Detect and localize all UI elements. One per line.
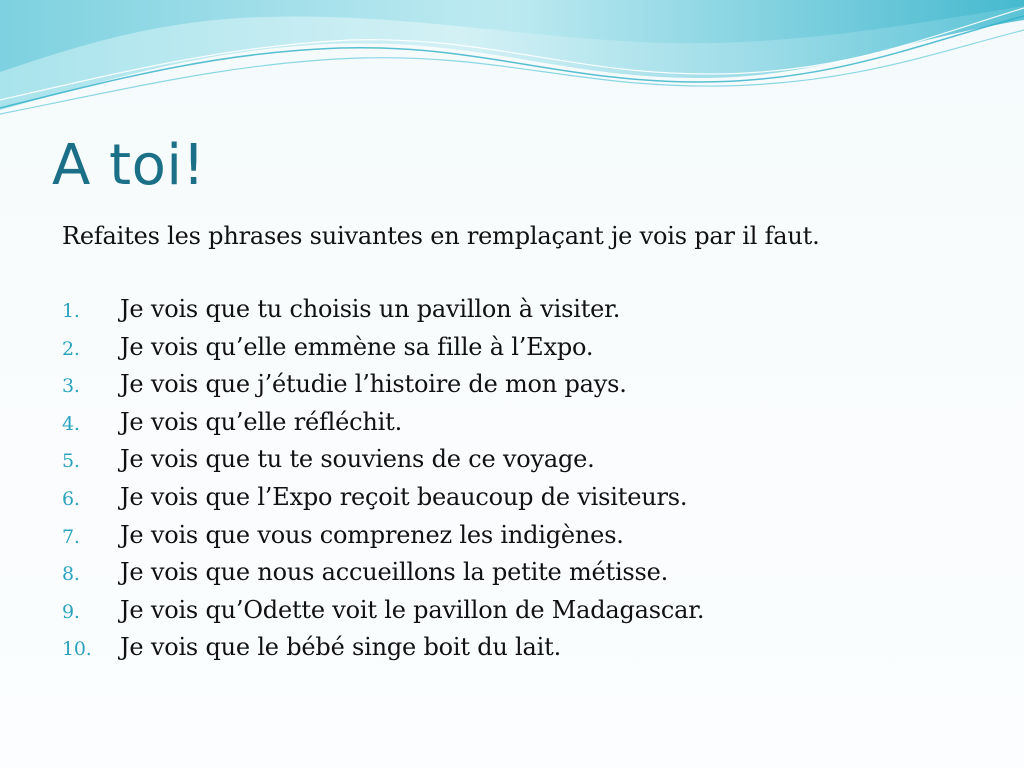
list-item — [62, 441, 704, 479]
list-item — [62, 479, 704, 517]
list-item — [62, 554, 704, 592]
list-number: 10. — [62, 638, 92, 661]
list-number: 7. — [62, 525, 80, 548]
list-item — [62, 366, 704, 404]
list-item-text: Je vois que tu choisis un pavillon à visiter. — [120, 295, 621, 323]
list-item-text: Je vois que j’étudie l’histoire de mon pays. — [120, 370, 627, 399]
list-item — [62, 329, 704, 367]
list-item — [62, 291, 704, 329]
instruction-text: Refaites les phrases suivantes en remplaçant je vois par il faut. — [62, 222, 820, 250]
list-number: 8. — [62, 563, 80, 586]
list-item — [62, 629, 704, 667]
list-item-text: Je vois qu’Odette voit le pavillon de Madagascar. — [120, 595, 705, 624]
list-number: 4. — [62, 412, 80, 435]
list-item — [62, 592, 704, 630]
list-item — [62, 517, 704, 555]
sentence-list — [62, 291, 704, 667]
list-item-text: Je vois que tu te souviens de ce voyage. — [120, 445, 595, 474]
list-number: 6. — [62, 487, 80, 510]
list-item-text: Je vois qu’elle réfléchit. — [120, 407, 403, 436]
list-number: 1. — [62, 300, 80, 322]
list-item-text: Je vois que nous accueillons la petite métisse. — [120, 558, 669, 587]
slide-title: A toi! — [52, 133, 206, 198]
list-item-text: Je vois qu’elle emmène sa fille à l’Expo. — [120, 332, 594, 361]
list-item-text: Je vois que vous comprenez les indigènes. — [120, 520, 624, 549]
list-number: 9. — [62, 600, 80, 623]
list-item-text: Je vois que le bébé singe boit du lait. — [120, 633, 561, 662]
header-wave-decoration — [0, 0, 1024, 120]
list-number: 5. — [62, 450, 80, 473]
list-item — [62, 404, 704, 442]
list-item-text: Je vois que l’Expo reçoit beaucoup de visiteurs. — [120, 482, 688, 511]
list-number: 2. — [62, 337, 80, 360]
list-number: 3. — [62, 375, 80, 398]
